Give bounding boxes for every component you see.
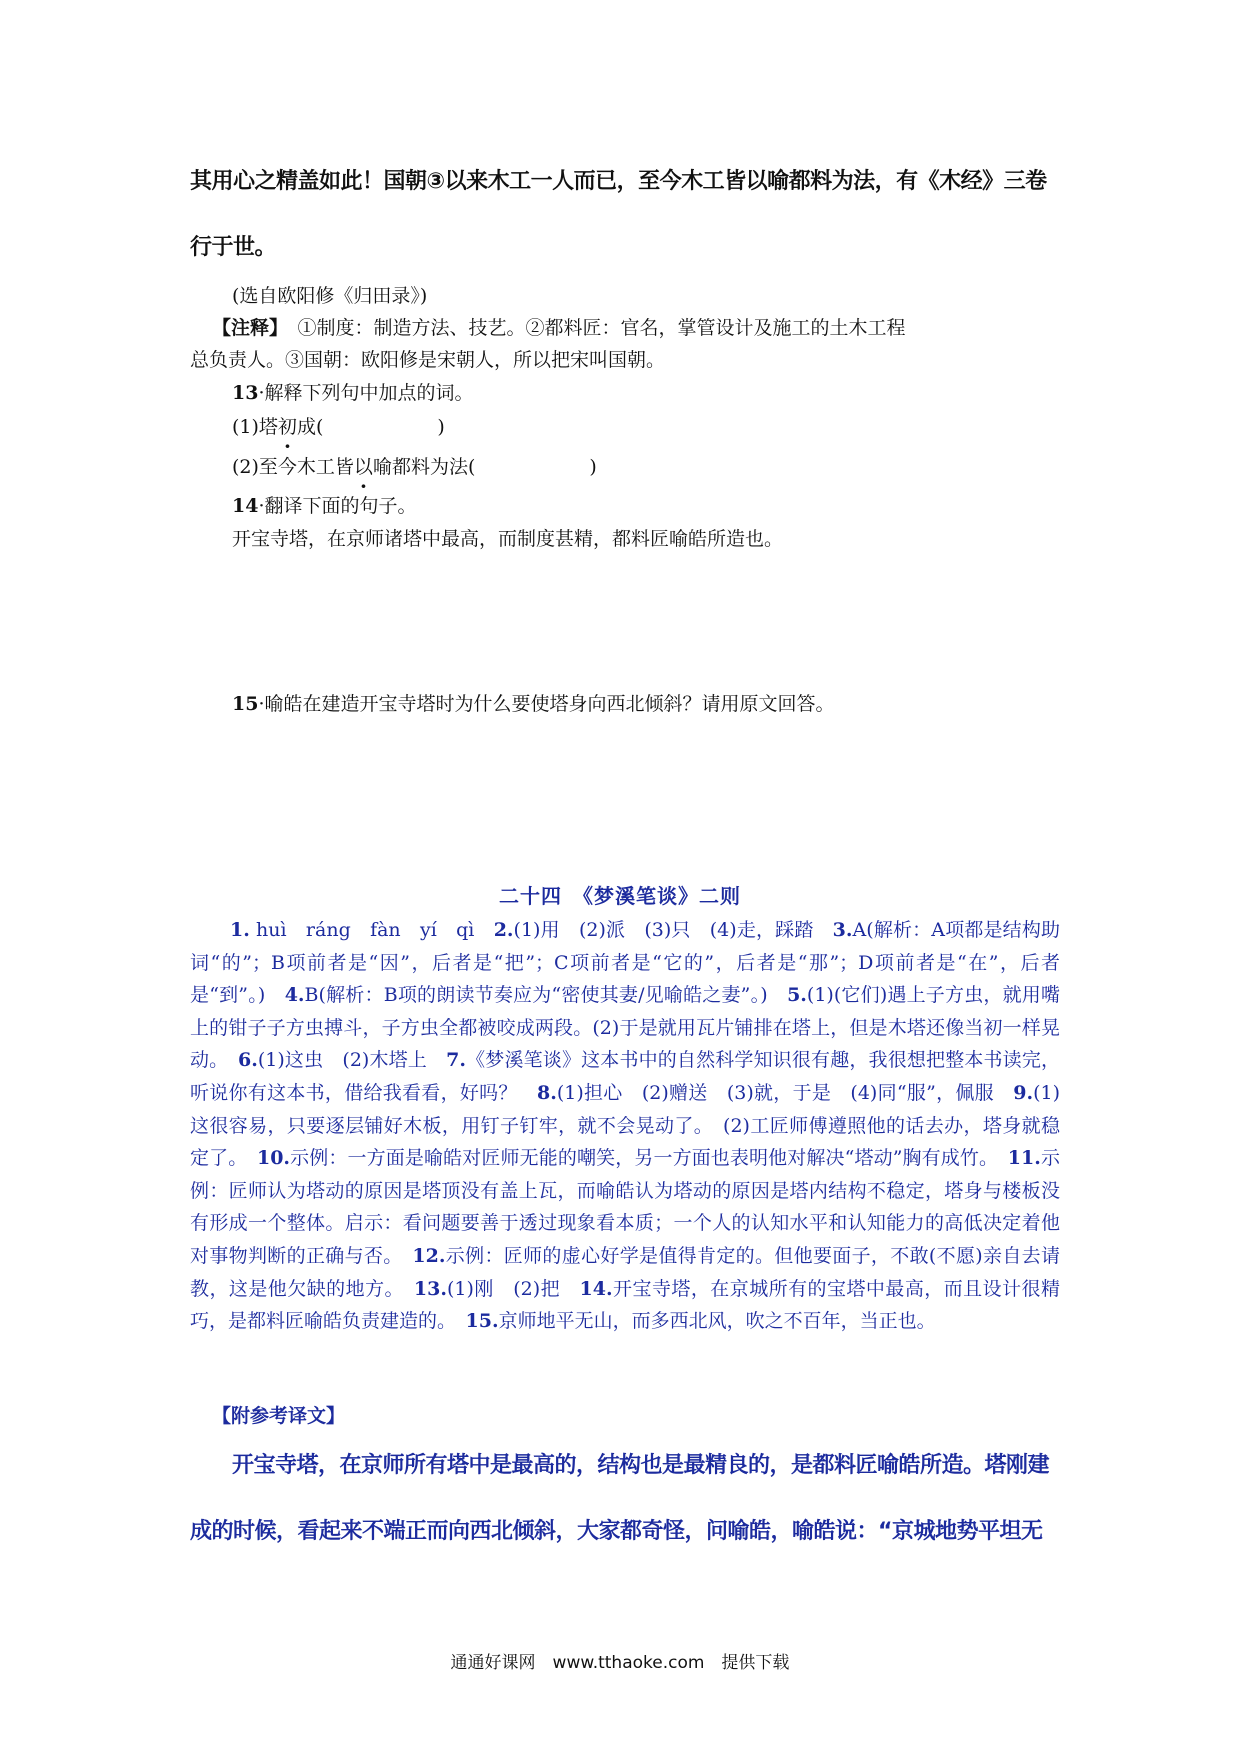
question-14-stem: 翻译下面的句子。: [264, 495, 417, 517]
answer-block: [190, 914, 1060, 1338]
answer-text: 示例：一方面是喻皓对匠师无能的嘲笑，另一方面也表明他对解决“塔动”胸有成竹。: [290, 1147, 1008, 1170]
answer-number: 5.: [787, 984, 807, 1007]
notes-text-1: ①制度：制造方法、技艺。②都料匠：官名，掌管设计及施工的土木工程: [297, 317, 906, 339]
translation-line-1: 开宝寺塔，在京师所有塔中是最高的，结构也是最精良的，是都料匠喻皓所造。塔刚建: [232, 1453, 1050, 1478]
source-citation: (选自欧阳修《归田录》): [232, 285, 428, 307]
page-footer: 通通好课网 www.tthaoke.com 提供下载: [450, 1653, 790, 1673]
item-2-post: 喻都料为法( ): [372, 456, 597, 478]
question-14: 14·翻译下面的句子。: [232, 495, 417, 517]
answer-number: 9.: [1013, 1081, 1034, 1104]
answer-number: 3.: [832, 919, 853, 941]
answer-number: 11.: [1007, 1147, 1041, 1170]
answer-text: 《梦溪笔谈》这本书中的自然科学知识很有趣，我很想把整本书读完，听说你有这本书，借给我看看，好吗？: [190, 1049, 1060, 1104]
answer-text: (1)担心 (2)赠送 (3)就，于是 (4)同“服”，佩服: [556, 1081, 1014, 1104]
question-13: 13·解释下列句中加点的词。: [232, 382, 474, 404]
answer-number: 6.: [238, 1049, 258, 1072]
answer-section-title: 二十四 《梦溪笔谈》二则: [499, 884, 741, 908]
question-13-item-2: [232, 453, 1070, 481]
answer-number: 13.: [413, 1277, 447, 1300]
answer-text: B(解析：B项的朗读节奏应为“密使其妻/见喻皓之妻”。): [304, 984, 788, 1007]
question-14-sentence: 开宝寺塔，在京师诸塔中最高，而制度甚精，都料匠喻皓所造也。: [232, 528, 784, 550]
answer-text: (1)这很容易，只要逐层铺好木板，用钉子钉牢，就不会晃动了。 (2)工匠师傅遵照他的话去办，塔身就稳定了。: [190, 1081, 1060, 1170]
passage-line-2: 行于世。: [190, 235, 277, 260]
answer-text: huì ráng fàn yí qì: [249, 919, 494, 941]
dotted-char: 以: [353, 456, 373, 478]
translation-label: 【附参考译文】: [212, 1405, 346, 1427]
notes-label: 【注释】: [212, 317, 279, 339]
question-15: 15·喻皓在建造开宝寺塔时为什么要使塔身向西北倾斜？请用原文回答。: [232, 693, 835, 715]
answer-text: (1)刚 (2)把: [446, 1277, 580, 1300]
question-13-number: 13: [232, 382, 259, 404]
answer-number: 12.: [412, 1244, 446, 1267]
item-1-post: 成( ): [296, 416, 445, 438]
answer-number: 4.: [284, 984, 305, 1007]
item-2-pre: (2)至今木工皆: [232, 456, 354, 478]
answer-text: 京师地平无山，而多西北风，吹之不百年，当正也。: [498, 1310, 936, 1333]
answer-number: 2.: [493, 919, 514, 941]
dotted-char: 初: [277, 416, 297, 438]
answer-text: 开宝寺塔，在京城所有的宝塔中最高，而且设计很精巧，是都料匠喻皓负责建造的。: [190, 1277, 1060, 1333]
answer-number: 15.: [465, 1310, 499, 1333]
translation-line-2: 成的时候，看起来不端正而向西北倾斜，大家都奇怪，问喻皓，喻皓说：“京城地势平坦无: [190, 1519, 1043, 1544]
answer-text: (1)(它们)遇上子方虫，就用嘴上的钳子子方虫搏斗，子方虫全都被咬成两段。(2)于是就用瓦片铺排在塔上，但是木塔还像当初一样晃动。: [190, 984, 1060, 1072]
notes-line-2: 总负责人。③国朝：欧阳修是宋朝人，所以把宋叫国朝。: [190, 349, 666, 371]
answer-text: 示例：匠师认为塔动的原因是塔顶没有盖上瓦，而喻皓认为塔动的原因是塔内结构不稳定，塔身与楼板没有形成一个整体。启示：看问题要善于透过现象看本质；一个人的认知水平和认知能力的高低决定着他对事物判断的正确与否。: [190, 1147, 1060, 1267]
question-14-number: 14: [232, 495, 259, 517]
notes-line-1: [212, 314, 1092, 342]
answer-text: (1)这虫 (2)木塔上: [257, 1049, 447, 1072]
answer-number: 14.: [579, 1277, 613, 1300]
answer-number: 8.: [536, 1081, 557, 1104]
question-13-stem: 解释下列句中加点的词。: [264, 382, 474, 404]
answer-number: 10.: [256, 1147, 291, 1170]
answer-text: (1)用 (2)派 (3)只 (4)走，踩踏: [513, 919, 833, 941]
answer-text: A(解析：A项都是结构助词“的”；B项前者是“因”，后者是“把”；C项前者是“它的”，后者是“那”；D项前者是“在”，后者是“到”。): [190, 919, 1061, 1007]
answer-text: 示例：匠师的虚心好学是值得肯定的。但他要面子，不敢(不愿)亲自去请教，这是他欠缺的地方。: [190, 1244, 1060, 1300]
question-15-number: 15: [232, 693, 259, 715]
item-1-pre: (1)塔: [232, 416, 278, 438]
question-15-stem: 喻皓在建造开宝寺塔时为什么要使塔身向西北倾斜？请用原文回答。: [264, 693, 835, 715]
question-13-item-1: [232, 413, 1070, 441]
answer-number: 1.: [230, 919, 250, 941]
passage-line-1: 其用心之精盖如此！国朝③以来木工一人而已，至今木工皆以喻都料为法，有《木经》三卷: [190, 169, 1047, 194]
answer-number: 7.: [446, 1049, 466, 1072]
